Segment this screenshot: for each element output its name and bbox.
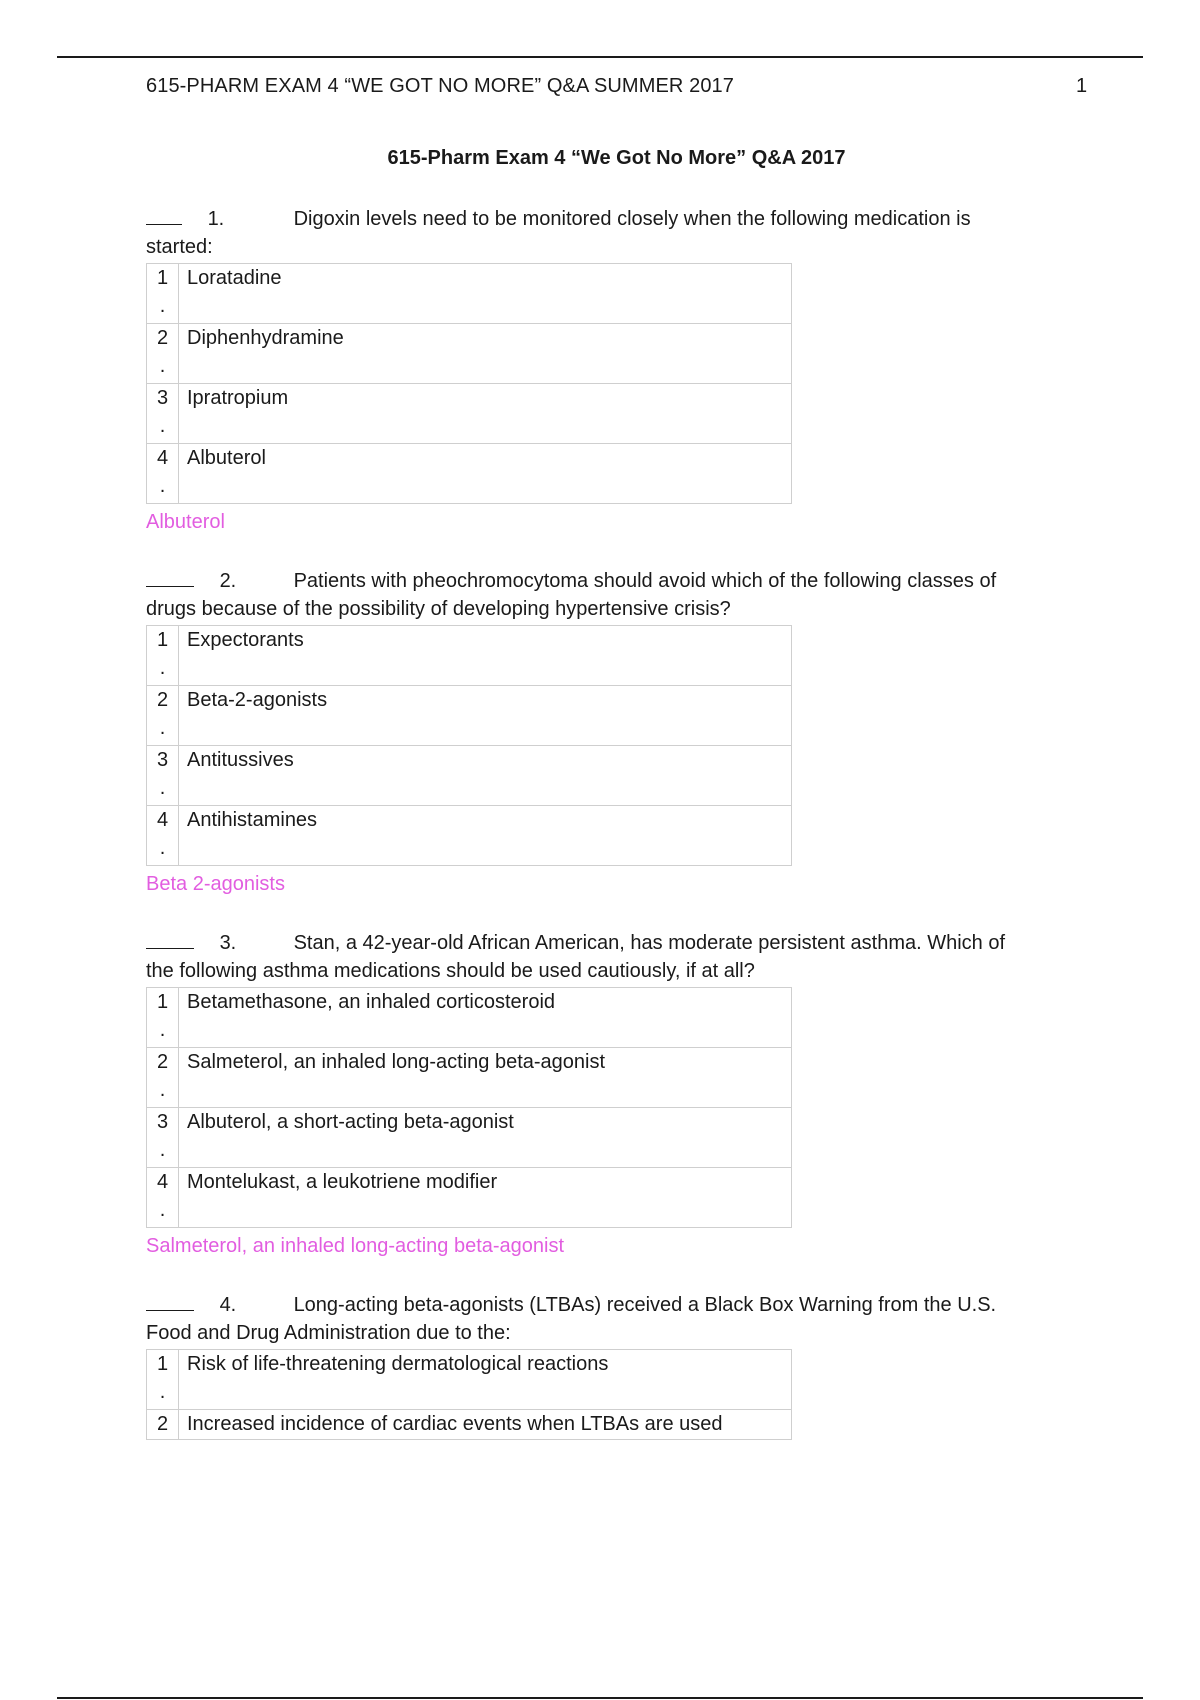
option-number-cell [147, 324, 179, 384]
answer-blank [146, 930, 194, 949]
answer-blank [146, 568, 194, 587]
option-number-cell [147, 1108, 179, 1168]
option-number: 2 [156, 327, 169, 349]
question-stem [146, 205, 1086, 261]
page-number: 1 [1076, 75, 1088, 97]
question-number: 3. [219, 932, 237, 954]
option-text: Ipratropium [179, 384, 792, 444]
question-stem [146, 929, 1086, 985]
option-row [147, 1168, 792, 1228]
option-text: Loratadine [179, 264, 792, 324]
question-text-line1: Digoxin levels need to be monitored closely when the following medication is [293, 208, 971, 230]
question-1 [146, 205, 1086, 536]
option-dot: . [159, 1199, 166, 1221]
options-table [146, 625, 792, 866]
option-number-cell [147, 686, 179, 746]
option-text: Increased incidence of cardiac events when LTBAs are used [179, 1410, 792, 1440]
option-text: Albuterol, a short-acting beta-agonist [179, 1108, 792, 1168]
question-text-line1: Patients with pheochromocytoma should avoid which of the following classes of [293, 570, 997, 592]
option-dot: . [159, 415, 166, 437]
option-number: 2 [156, 1051, 169, 1073]
answer-text: Albuterol [146, 511, 225, 533]
option-dot: . [159, 717, 166, 739]
option-number: 4 [156, 447, 169, 469]
option-number: 3 [156, 749, 169, 771]
option-number: 3 [156, 1111, 169, 1133]
option-number: 1 [156, 629, 169, 651]
option-dot: . [159, 1139, 166, 1161]
option-dot: . [159, 657, 166, 679]
option-row [147, 444, 792, 504]
option-text: Beta-2-agonists [179, 686, 792, 746]
question-text-line1: Stan, a 42-year-old African American, has moderate persistent asthma. Which of [293, 932, 1006, 954]
option-number: 1 [156, 1353, 169, 1375]
question-number: 2. [219, 570, 237, 592]
running-head: 615-PHARM EXAM 4 “WE GOT NO MORE” Q&A SUMMER 2017 [146, 75, 734, 97]
header-rule [57, 56, 1143, 58]
question-2 [146, 567, 1086, 898]
option-row [147, 626, 792, 686]
option-number-cell [147, 1350, 179, 1410]
option-number-cell [147, 384, 179, 444]
option-number: 1 [156, 991, 169, 1013]
option-row [147, 1410, 792, 1440]
option-dot: . [159, 355, 166, 377]
option-text: Salmeterol, an inhaled long-acting beta-agonist [179, 1048, 792, 1108]
answer-blank [146, 206, 182, 225]
option-number: 1 [156, 267, 169, 289]
option-row [147, 988, 792, 1048]
option-text: Betamethasone, an inhaled corticosteroid [179, 988, 792, 1048]
option-number-cell [147, 746, 179, 806]
question-number: 4. [219, 1294, 237, 1316]
option-text: Risk of life-threatening dermatological reactions [179, 1350, 792, 1410]
option-text: Diphenhydramine [179, 324, 792, 384]
option-dot: . [159, 777, 166, 799]
option-number-cell [147, 264, 179, 324]
option-row [147, 384, 792, 444]
question-text-line2: the following asthma medications should be used cautiously, if at all? [146, 960, 755, 982]
option-text: Antihistamines [179, 806, 792, 866]
option-text: Expectorants [179, 626, 792, 686]
question-text-line2: Food and Drug Administration due to the: [146, 1322, 511, 1344]
question-text-line2: drugs because of the possibility of developing hypertensive crisis? [146, 598, 731, 620]
option-number-cell [147, 806, 179, 866]
question-stem [146, 567, 1086, 623]
footer-rule [57, 1697, 1143, 1699]
option-row [147, 1108, 792, 1168]
question-4 [146, 1291, 1086, 1440]
option-dot: . [159, 475, 166, 497]
option-number: 2 [156, 689, 169, 711]
question-text-line2: started: [146, 236, 213, 258]
question-stem [146, 1291, 1086, 1347]
option-number-cell [147, 1410, 179, 1440]
option-number-cell [147, 988, 179, 1048]
option-dot: . [159, 837, 166, 859]
options-table [146, 1349, 792, 1440]
option-text: Montelukast, a leukotriene modifier [179, 1168, 792, 1228]
option-number-cell [147, 444, 179, 504]
option-row [147, 1350, 792, 1410]
options-table [146, 263, 792, 504]
option-text: Antitussives [179, 746, 792, 806]
option-row [147, 264, 792, 324]
option-row [147, 686, 792, 746]
answer-text: Salmeterol, an inhaled long-acting beta-agonist [146, 1235, 565, 1257]
question-3 [146, 929, 1086, 1260]
option-number-cell [147, 1048, 179, 1108]
document-title: 615-Pharm Exam 4 “We Got No More” Q&A 2017 [387, 147, 846, 169]
question-text-line1: Long-acting beta-agonists (LTBAs) received a Black Box Warning from the U.S. [293, 1294, 997, 1316]
option-dot: . [159, 1019, 166, 1041]
option-dot: . [159, 1079, 166, 1101]
option-row [147, 806, 792, 866]
question-number: 1. [207, 208, 225, 230]
options-table [146, 987, 792, 1228]
option-number-cell [147, 1168, 179, 1228]
option-row [147, 324, 792, 384]
option-dot: . [159, 1381, 166, 1403]
option-dot: . [159, 295, 166, 317]
answer-blank [146, 1292, 194, 1311]
option-number-cell [147, 626, 179, 686]
option-text: Albuterol [179, 444, 792, 504]
option-number: 4 [156, 1171, 169, 1193]
option-number: 4 [156, 809, 169, 831]
answer-text: Beta 2-agonists [146, 873, 285, 895]
option-row [147, 1048, 792, 1108]
option-number: 3 [156, 387, 169, 409]
option-row [147, 746, 792, 806]
option-number: 2 [156, 1413, 169, 1435]
